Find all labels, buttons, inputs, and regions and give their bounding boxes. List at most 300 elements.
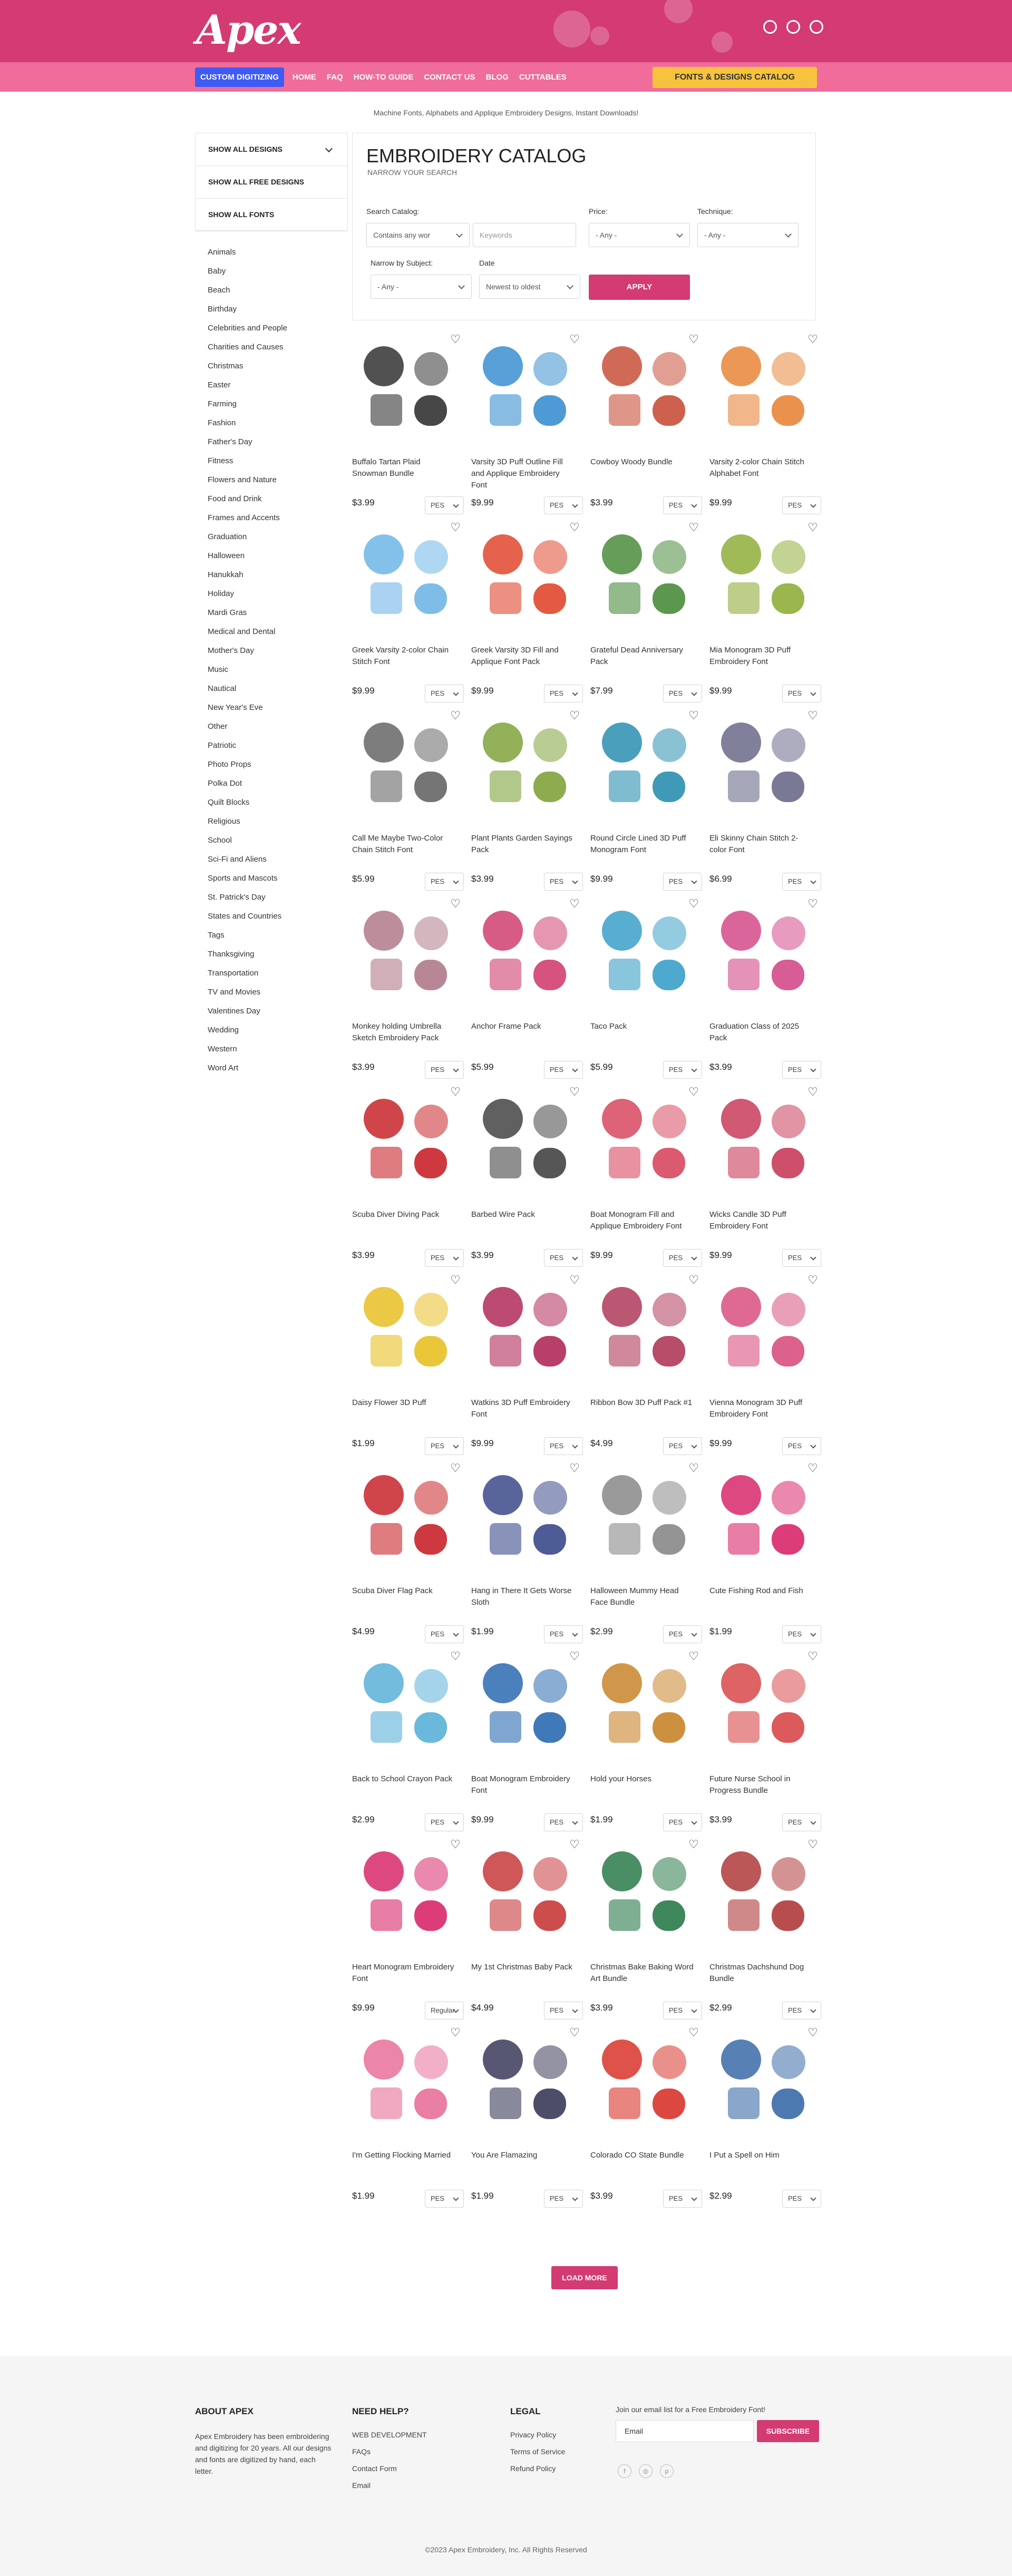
wishlist-heart-icon[interactable]: ♡ xyxy=(688,1085,699,1098)
wishlist-heart-icon[interactable]: ♡ xyxy=(569,1273,580,1286)
format-select[interactable]: PES xyxy=(544,2002,583,2019)
instagram-icon[interactable]: ◎ xyxy=(639,2464,653,2478)
product-card[interactable] xyxy=(709,708,820,885)
product-name[interactable]: My 1st Christmas Baby Pack xyxy=(471,1963,572,1972)
sidebar-category-item[interactable]: Music xyxy=(208,665,229,674)
product-image[interactable] xyxy=(471,1649,582,1760)
footer-link-privacy[interactable]: Privacy Policy xyxy=(510,2431,557,2439)
wishlist-heart-icon[interactable]: ♡ xyxy=(569,1085,580,1098)
product-card[interactable] xyxy=(709,520,820,697)
wishlist-heart-icon[interactable]: ♡ xyxy=(688,1838,699,1851)
product-card[interactable] xyxy=(590,1085,701,1262)
product-name[interactable]: Buffalo Tartan Plaid Snowman Bundle xyxy=(352,457,421,478)
sidebar-category-item[interactable]: St. Patrick's Day xyxy=(208,893,266,902)
product-name[interactable]: Ribbon Bow 3D Puff Pack #1 xyxy=(590,1398,693,1407)
format-select[interactable]: PES xyxy=(782,1249,821,1267)
nav-faq[interactable]: FAQ xyxy=(326,73,343,82)
product-image[interactable] xyxy=(709,2025,820,2136)
format-select[interactable]: PES xyxy=(663,1437,702,1455)
sidebar-category-item[interactable]: Nautical xyxy=(208,684,237,693)
format-select[interactable]: PES xyxy=(663,2002,702,2019)
product-image[interactable] xyxy=(352,708,463,819)
product-image[interactable] xyxy=(709,520,820,631)
product-name[interactable]: I'm Getting Flocking Married xyxy=(352,2151,451,2160)
product-image[interactable] xyxy=(471,2025,582,2136)
sidebar-category-item[interactable]: Religious xyxy=(208,817,240,826)
product-name[interactable]: Grateful Dead Anniversary Pack xyxy=(590,646,683,666)
product-card[interactable] xyxy=(352,1273,463,1450)
product-card[interactable] xyxy=(352,708,463,885)
product-card[interactable] xyxy=(709,332,820,509)
wishlist-heart-icon[interactable]: ♡ xyxy=(569,897,580,910)
product-card[interactable] xyxy=(352,1085,463,1262)
format-select[interactable]: PES xyxy=(663,2190,702,2208)
wishlist-heart-icon[interactable]: ♡ xyxy=(807,1838,818,1851)
sidebar-category-item[interactable]: States and Countries xyxy=(208,912,282,921)
product-name[interactable]: Scuba Diver Diving Pack xyxy=(352,1210,440,1219)
decor-bubble xyxy=(664,0,693,23)
product-card[interactable] xyxy=(590,1649,701,1826)
subscribe-button[interactable]: SUBSCRIBE xyxy=(757,2420,819,2442)
product-name[interactable]: Varsity 2-color Chain Stitch Alphabet Font xyxy=(709,457,804,478)
product-card[interactable] xyxy=(709,1649,820,1826)
show-all-free-designs[interactable]: SHOW ALL FREE DESIGNS xyxy=(195,165,348,198)
sidebar-category-item[interactable]: Halloween xyxy=(208,551,245,560)
format-select[interactable]: PES xyxy=(782,1437,821,1455)
sidebar-category-item[interactable]: Charities and Causes xyxy=(208,343,284,352)
format-select[interactable]: PES xyxy=(663,1249,702,1267)
product-name[interactable]: Graduation Class of 2025 Pack xyxy=(709,1022,800,1042)
wishlist-heart-icon[interactable]: ♡ xyxy=(450,1650,461,1663)
product-name[interactable]: Christmas Dachshund Dog Bundle xyxy=(709,1963,804,1983)
sidebar-category-item[interactable]: Mother's Day xyxy=(208,646,254,655)
wishlist-heart-icon[interactable]: ♡ xyxy=(688,1273,699,1286)
wishlist-heart-icon[interactable]: ♡ xyxy=(450,897,461,910)
wishlist-heart-icon[interactable]: ♡ xyxy=(450,2026,461,2039)
sidebar-category-item[interactable]: New Year's Eve xyxy=(208,703,263,712)
product-card[interactable] xyxy=(471,1837,582,2014)
sidebar-category-item[interactable]: Animals xyxy=(208,248,236,257)
product-name[interactable]: Halloween Mummy Head Face Bundle xyxy=(590,1586,679,1607)
sidebar-category-item[interactable]: Polka Dot xyxy=(208,779,242,788)
product-card[interactable] xyxy=(471,708,582,885)
product-image[interactable] xyxy=(590,520,701,631)
footer-link-terms[interactable]: Terms of Service xyxy=(510,2447,566,2456)
product-name[interactable]: Varsity 3D Puff Outline Fill and Applique Embroidery Font xyxy=(471,457,563,490)
product-name[interactable]: Daisy Flower 3D Puff xyxy=(352,1398,426,1407)
format-select[interactable]: PES xyxy=(544,1813,583,1831)
format-select[interactable]: PES xyxy=(663,873,702,891)
facebook-icon[interactable]: f xyxy=(618,2464,631,2478)
price-select[interactable]: - Any - xyxy=(589,223,690,247)
sidebar-category-item[interactable]: Christmas xyxy=(208,362,244,370)
wishlist-heart-icon[interactable]: ♡ xyxy=(688,897,699,910)
format-select[interactable]: PES xyxy=(425,1437,464,1455)
sidebar-category-item[interactable]: Thanksgiving xyxy=(208,950,255,959)
logo[interactable]: Apex xyxy=(196,6,300,53)
sidebar-category-item[interactable]: TV and Movies xyxy=(208,988,261,997)
wishlist-heart-icon[interactable]: ♡ xyxy=(807,1461,818,1475)
product-image[interactable] xyxy=(471,1461,582,1572)
format-select[interactable]: PES xyxy=(663,496,702,514)
sidebar-category-item[interactable]: Frames and Accents xyxy=(208,513,280,522)
format-select[interactable]: PES xyxy=(544,1061,583,1079)
product-card[interactable] xyxy=(709,1461,820,1638)
sidebar-category-item[interactable]: Sci-Fi and Aliens xyxy=(208,855,267,864)
product-price: $3.99 xyxy=(590,2191,613,2201)
product-card[interactable] xyxy=(709,896,820,1074)
sidebar-category-item[interactable]: Patriotic xyxy=(208,741,237,750)
footer-link-refund[interactable]: Refund Policy xyxy=(510,2464,556,2473)
sidebar-category-item[interactable]: Birthday xyxy=(208,305,237,314)
product-image[interactable] xyxy=(471,332,582,443)
product-name[interactable]: Scuba Diver Flag Pack xyxy=(352,1586,433,1595)
product-card[interactable] xyxy=(709,1837,820,2014)
product-price: $9.99 xyxy=(709,1250,732,1260)
product-card[interactable] xyxy=(590,520,701,697)
product-card[interactable] xyxy=(590,332,701,509)
product-price: $9.99 xyxy=(471,497,494,508)
product-price: $2.99 xyxy=(709,2003,732,2013)
format-select[interactable]: PES xyxy=(544,1625,583,1643)
product-name[interactable]: Wicks Candle 3D Puff Embroidery Font xyxy=(709,1210,786,1231)
product-name[interactable]: Mia Monogram 3D Puff Embroidery Font xyxy=(709,646,791,666)
wishlist-heart-icon[interactable]: ♡ xyxy=(807,521,818,534)
product-card[interactable] xyxy=(352,520,463,697)
product-image[interactable] xyxy=(352,1085,463,1195)
product-name[interactable]: Call Me Maybe Two-Color Chain Stitch Font xyxy=(352,834,443,854)
product-card[interactable] xyxy=(709,2025,820,2202)
product-image[interactable] xyxy=(352,332,463,443)
product-image[interactable] xyxy=(590,332,701,443)
wishlist-heart-icon[interactable]: ♡ xyxy=(569,1461,580,1475)
subject-select[interactable]: - Any - xyxy=(371,275,472,299)
product-name[interactable]: Christmas Bake Baking Word Art Bundle xyxy=(590,1963,694,1983)
nav-cuttables[interactable]: CUTTABLES xyxy=(519,73,567,82)
wishlist-heart-icon[interactable]: ♡ xyxy=(569,333,580,346)
wishlist-heart-icon[interactable]: ♡ xyxy=(688,709,699,722)
product-name[interactable]: Greek Varsity 3D Fill and Applique Font Pack xyxy=(471,646,559,666)
product-price: $3.99 xyxy=(471,1250,494,1260)
product-name[interactable]: Hold your Horses xyxy=(590,1774,651,1783)
product-name[interactable]: Cute Fishing Rod and Fish xyxy=(709,1586,803,1595)
product-image[interactable] xyxy=(590,1085,701,1195)
product-card[interactable] xyxy=(471,2025,582,2202)
product-card[interactable] xyxy=(709,1085,820,1262)
product-name[interactable]: Vienna Monogram 3D Puff Embroidery Font xyxy=(709,1398,803,1419)
format-select[interactable]: Regular xyxy=(425,2002,464,2019)
wishlist-heart-icon[interactable]: ♡ xyxy=(450,1461,461,1475)
format-select[interactable]: PES xyxy=(663,1061,702,1079)
product-image[interactable] xyxy=(709,1273,820,1383)
format-select[interactable]: PES xyxy=(425,873,464,891)
format-select[interactable]: PES xyxy=(425,2190,464,2208)
product-price: $3.99 xyxy=(352,497,375,508)
product-card[interactable] xyxy=(471,1461,582,1638)
format-select[interactable]: PES xyxy=(425,1061,464,1079)
nav-custom-digitizing[interactable]: CUSTOM DIGITIZING xyxy=(195,67,284,87)
footer-link-email[interactable]: Email xyxy=(352,2481,371,2490)
product-name[interactable]: Future Nurse School in Progress Bundle xyxy=(709,1774,791,1795)
product-image[interactable] xyxy=(352,1461,463,1572)
sidebar-category-item[interactable]: Mardi Gras xyxy=(208,608,247,617)
format-select[interactable]: PES xyxy=(425,1813,464,1831)
product-name[interactable]: You Are Flamazing xyxy=(471,2151,538,2160)
product-image[interactable] xyxy=(590,896,701,1007)
format-select[interactable]: PES xyxy=(782,496,821,514)
product-price: $2.99 xyxy=(709,2191,732,2201)
nav-contact-us[interactable]: CONTACT US xyxy=(424,73,475,82)
catalog-filter xyxy=(352,133,816,320)
sidebar-category-item[interactable]: Celebrities and People xyxy=(208,324,287,333)
product-image[interactable] xyxy=(471,520,582,631)
sidebar-category-item[interactable]: Other xyxy=(208,722,228,731)
format-select[interactable]: PES xyxy=(782,1061,821,1079)
product-image[interactable] xyxy=(590,2025,701,2136)
product-card[interactable] xyxy=(471,1649,582,1826)
sidebar-category-item[interactable]: Beach xyxy=(208,286,230,295)
product-image[interactable] xyxy=(590,708,701,819)
format-select[interactable]: PES xyxy=(782,1625,821,1643)
wishlist-heart-icon[interactable]: ♡ xyxy=(569,2026,580,2039)
format-select[interactable]: PES xyxy=(544,1249,583,1267)
footer-link-faqs[interactable]: FAQs xyxy=(352,2447,371,2456)
wishlist-heart-icon[interactable]: ♡ xyxy=(807,1085,818,1098)
sidebar-category-item[interactable]: Fitness xyxy=(208,456,233,465)
product-image[interactable] xyxy=(352,896,463,1007)
sidebar-category-item[interactable]: Father's Day xyxy=(208,437,252,446)
product-image[interactable] xyxy=(709,1837,820,1948)
sidebar-category-item[interactable]: Tags xyxy=(208,931,225,940)
product-price: $7.99 xyxy=(590,686,613,696)
product-image[interactable] xyxy=(709,332,820,443)
sidebar-category-item[interactable]: Baby xyxy=(208,267,226,276)
product-card[interactable] xyxy=(471,332,582,509)
product-name[interactable]: Hang in There It Gets Worse Sloth xyxy=(471,1586,572,1607)
product-name[interactable]: Round Circle Lined 3D Puff Monogram Font xyxy=(590,834,686,854)
product-card[interactable] xyxy=(590,896,701,1074)
format-select[interactable]: PES xyxy=(663,1813,702,1831)
format-select[interactable]: PES xyxy=(544,685,583,702)
product-name[interactable]: Boat Monogram Fill and Applique Embroidery Font xyxy=(590,1210,682,1231)
product-price: $5.99 xyxy=(471,1062,494,1072)
wishlist-heart-icon[interactable]: ♡ xyxy=(688,1650,699,1663)
product-image[interactable] xyxy=(352,520,463,631)
search-mode-select[interactable]: Contains any wor xyxy=(366,223,470,247)
product-image[interactable] xyxy=(590,1649,701,1760)
product-name[interactable]: Plant Plants Garden Sayings Pack xyxy=(471,834,572,854)
product-card[interactable] xyxy=(471,520,582,697)
product-name[interactable]: Boat Monogram Embroidery Font xyxy=(471,1774,570,1795)
product-card[interactable] xyxy=(709,1273,820,1450)
product-card[interactable] xyxy=(471,1085,582,1262)
format-select[interactable]: PES xyxy=(663,685,702,702)
fonts-designs-catalog-button[interactable]: FONTS & DESIGNS CATALOG xyxy=(653,67,817,88)
product-card[interactable] xyxy=(590,1461,701,1638)
apply-button[interactable]: APPLY xyxy=(589,275,690,300)
product-image[interactable] xyxy=(590,1461,701,1572)
nav-how-to-guide[interactable]: HOW-TO GUIDE xyxy=(353,73,414,82)
sidebar-category-item[interactable]: School xyxy=(208,836,232,845)
product-image[interactable] xyxy=(471,1273,582,1383)
sidebar-category-item[interactable]: Western xyxy=(208,1045,237,1053)
sidebar-category-item[interactable]: Word Art xyxy=(208,1063,239,1072)
product-card[interactable] xyxy=(590,2025,701,2202)
sidebar-category-item[interactable]: Photo Props xyxy=(208,760,251,769)
product-image[interactable] xyxy=(709,896,820,1007)
format-select[interactable]: PES xyxy=(782,685,821,702)
wishlist-heart-icon[interactable]: ♡ xyxy=(450,709,461,722)
product-image[interactable] xyxy=(471,896,582,1007)
product-card[interactable] xyxy=(590,708,701,885)
product-price: $9.99 xyxy=(352,2003,375,2013)
format-select[interactable]: PES xyxy=(663,1625,702,1643)
sidebar-category-item[interactable]: Medical and Dental xyxy=(208,627,276,636)
product-name[interactable]: Eli Skinny Chain Stitch 2-color Font xyxy=(709,834,799,854)
product-card[interactable] xyxy=(352,1461,463,1638)
nav-blog[interactable]: BLOG xyxy=(485,73,509,82)
product-image[interactable] xyxy=(590,1837,701,1948)
product-card[interactable] xyxy=(590,1837,701,2014)
wishlist-heart-icon[interactable]: ♡ xyxy=(688,333,699,346)
product-name[interactable]: Watkins 3D Puff Embroidery Font xyxy=(471,1398,570,1419)
format-select[interactable]: PES xyxy=(544,2190,583,2208)
product-name[interactable]: Heart Monogram Embroidery Font xyxy=(352,1963,454,1983)
product-name[interactable]: Monkey holding Umbrella Sketch Embroidery Pack xyxy=(352,1022,442,1042)
wishlist-heart-icon[interactable]: ♡ xyxy=(807,709,818,722)
product-card[interactable] xyxy=(352,1649,463,1826)
sidebar-category-item[interactable]: Fashion xyxy=(208,418,236,427)
sidebar-category-item[interactable]: Wedding xyxy=(208,1026,239,1035)
wishlist-heart-icon[interactable]: ♡ xyxy=(450,1273,461,1286)
product-image[interactable] xyxy=(471,1837,582,1948)
format-select[interactable]: PES xyxy=(544,1437,583,1455)
load-more-button[interactable]: LOAD MORE xyxy=(551,2266,618,2289)
product-name[interactable]: Cowboy Woody Bundle xyxy=(590,457,673,466)
product-price: $2.99 xyxy=(590,1626,613,1636)
sidebar-category-item[interactable]: Sports and Mascots xyxy=(208,874,278,883)
format-select[interactable]: PES xyxy=(425,685,464,702)
technique-select[interactable]: - Any - xyxy=(697,223,799,247)
product-image[interactable] xyxy=(352,1649,463,1760)
product-name[interactable]: Barbed Wire Pack xyxy=(471,1210,535,1219)
product-name[interactable]: Taco Pack xyxy=(590,1022,627,1031)
product-image[interactable] xyxy=(709,1649,820,1760)
product-name[interactable]: Greek Varsity 2-color Chain Stitch Font xyxy=(352,646,449,666)
product-name[interactable]: Back to School Crayon Pack xyxy=(352,1774,453,1783)
sidebar-category-item[interactable]: Quilt Blocks xyxy=(208,798,250,807)
date-select[interactable]: Newest to oldest xyxy=(479,275,580,299)
format-select[interactable]: PES xyxy=(782,1813,821,1831)
product-card[interactable] xyxy=(471,896,582,1074)
product-card[interactable] xyxy=(352,1837,463,2014)
nav-home[interactable]: HOME xyxy=(292,73,316,82)
wishlist-heart-icon[interactable]: ♡ xyxy=(569,1650,580,1663)
product-card[interactable] xyxy=(352,332,463,509)
product-name[interactable]: Colorado CO State Bundle xyxy=(590,2151,684,2160)
product-price: $1.99 xyxy=(352,1438,375,1448)
format-select[interactable]: PES xyxy=(544,873,583,891)
sidebar-category-item[interactable]: Valentines Day xyxy=(208,1007,260,1016)
format-select[interactable]: PES xyxy=(782,873,821,891)
keywords-input[interactable]: Keywords xyxy=(473,223,576,247)
show-all-fonts[interactable]: SHOW ALL FONTS xyxy=(195,198,348,231)
wishlist-heart-icon[interactable]: ♡ xyxy=(450,1838,461,1851)
wishlist-heart-icon[interactable]: ♡ xyxy=(807,333,818,346)
sidebar-category-item[interactable]: Hanukkah xyxy=(208,570,244,579)
product-image[interactable] xyxy=(352,1837,463,1948)
format-select[interactable]: PES xyxy=(782,2190,821,2208)
pinterest-icon[interactable]: p xyxy=(660,2464,674,2478)
wishlist-heart-icon[interactable]: ♡ xyxy=(807,2026,818,2039)
sidebar-category-item[interactable]: Food and Drink xyxy=(208,494,262,503)
format-select[interactable]: PES xyxy=(782,2002,821,2019)
wishlist-heart-icon[interactable]: ♡ xyxy=(688,1461,699,1475)
product-image[interactable] xyxy=(352,1273,463,1383)
product-card[interactable] xyxy=(352,896,463,1074)
search-catalog-label: Search Catalog: xyxy=(366,207,420,216)
wishlist-heart-icon[interactable]: ♡ xyxy=(807,1273,818,1286)
product-name[interactable]: Anchor Frame Pack xyxy=(471,1022,541,1031)
footer-link-contact-form[interactable]: Contact Form xyxy=(352,2464,397,2473)
show-all-designs[interactable] xyxy=(195,133,348,165)
sidebar-category-item[interactable]: Transportation xyxy=(208,969,259,978)
wishlist-heart-icon[interactable]: ♡ xyxy=(807,897,818,910)
product-card[interactable] xyxy=(590,1273,701,1450)
format-select[interactable]: PES xyxy=(425,496,464,514)
product-card[interactable] xyxy=(471,1273,582,1450)
product-image[interactable] xyxy=(709,708,820,819)
product-price: $1.99 xyxy=(709,1626,732,1636)
sidebar-category-item[interactable]: Easter xyxy=(208,380,231,389)
format-select[interactable]: PES xyxy=(425,1625,464,1643)
product-image[interactable] xyxy=(590,1273,701,1383)
product-image[interactable] xyxy=(471,708,582,819)
user-icon[interactable] xyxy=(786,20,800,34)
format-select[interactable]: PES xyxy=(544,496,583,514)
cart-icon[interactable] xyxy=(810,20,823,34)
wishlist-heart-icon[interactable]: ♡ xyxy=(569,521,580,534)
wishlist-heart-icon[interactable]: ♡ xyxy=(450,521,461,534)
wishlist-heart-icon[interactable]: ♡ xyxy=(569,1838,580,1851)
product-card[interactable] xyxy=(352,2025,463,2202)
email-input[interactable]: Email xyxy=(616,2420,754,2442)
sidebar-category-item[interactable]: Farming xyxy=(208,399,237,408)
category-list xyxy=(195,243,348,1078)
newsletter-text: Join our email list for a Free Embroidery Font! xyxy=(616,2405,765,2414)
product-price: $5.99 xyxy=(352,874,375,884)
product-name[interactable]: I Put a Spell on Him xyxy=(709,2151,780,2160)
product-image[interactable] xyxy=(709,1085,820,1195)
wishlist-heart-icon[interactable]: ♡ xyxy=(807,1650,818,1663)
product-image[interactable] xyxy=(471,1085,582,1195)
wishlist-heart-icon[interactable]: ♡ xyxy=(569,709,580,722)
product-image[interactable] xyxy=(352,2025,463,2136)
wishlist-heart-icon[interactable]: ♡ xyxy=(450,333,461,346)
product-price: $1.99 xyxy=(352,2191,375,2201)
footer-link-web-development[interactable]: WEB DEVELOPMENT xyxy=(352,2431,427,2439)
wishlist-heart-icon[interactable]: ♡ xyxy=(450,1085,461,1098)
format-select[interactable]: PES xyxy=(425,1249,464,1267)
search-icon[interactable] xyxy=(763,20,777,34)
sidebar-category-item[interactable]: Graduation xyxy=(208,532,247,541)
sidebar-category-item[interactable]: Holiday xyxy=(208,589,235,598)
product-image[interactable] xyxy=(709,1461,820,1572)
product-price: $5.99 xyxy=(590,1062,613,1072)
wishlist-heart-icon[interactable]: ♡ xyxy=(688,521,699,534)
sidebar-category-item[interactable]: Flowers and Nature xyxy=(208,475,277,484)
wishlist-heart-icon[interactable]: ♡ xyxy=(688,2026,699,2039)
